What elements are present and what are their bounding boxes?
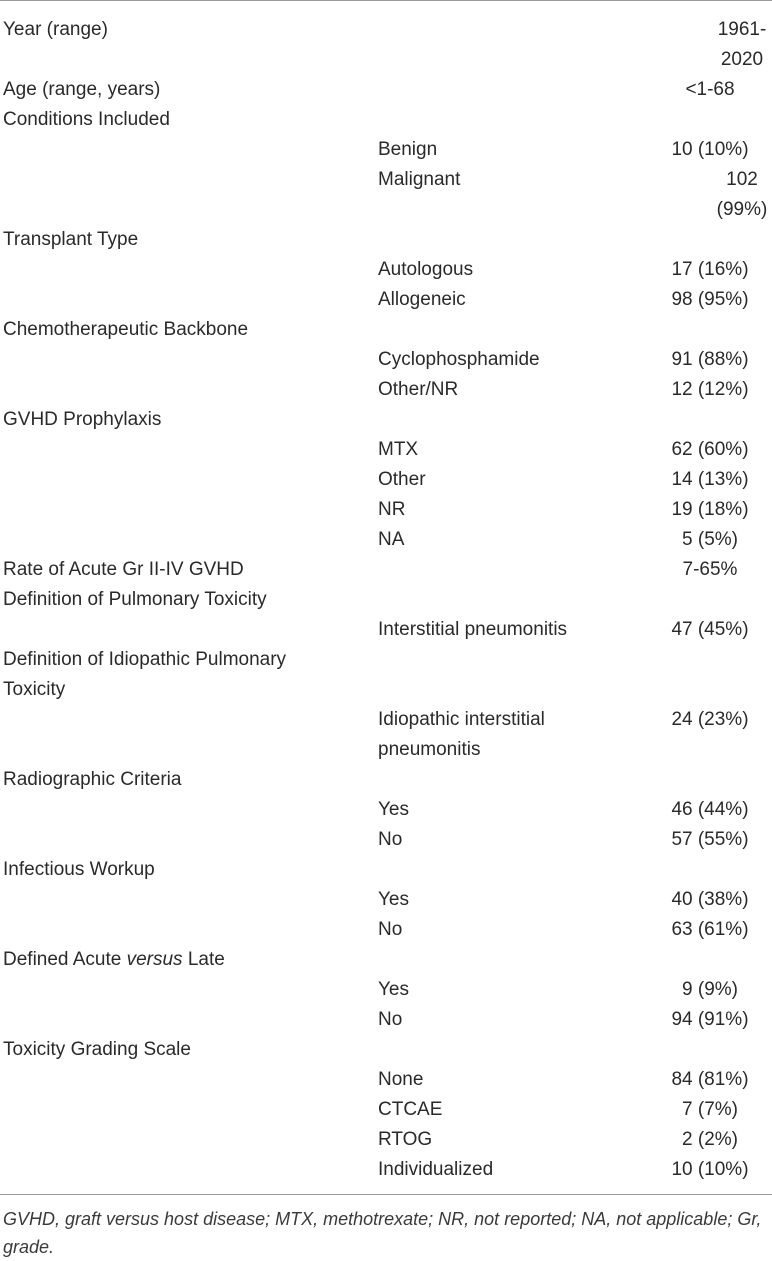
row-label: Definition of Pulmonary Toxicity [3, 589, 267, 610]
row-label: Transplant Type [3, 229, 139, 250]
row-label [0, 525, 378, 555]
row-label: Infectious Workup [3, 859, 155, 880]
table-row [0, 225, 772, 255]
table-row [0, 285, 772, 315]
row-label: Rate of Acute Gr II-IV GVHD [3, 559, 244, 580]
row-label [0, 795, 378, 825]
label-text-italic: versus [126, 949, 183, 970]
table-row [0, 165, 772, 225]
table-row [0, 765, 772, 795]
row-label [0, 135, 378, 165]
row-label: Toxicity Grading Scale [3, 1039, 191, 1060]
row-label [0, 1005, 378, 1035]
row-sublabel [378, 105, 638, 135]
row-label: Year (range) [3, 19, 108, 40]
table-row [0, 1035, 772, 1065]
row-sublabel: None [378, 1069, 424, 1090]
row-label: GVHD Prophylaxis [3, 409, 162, 430]
row-sublabel: Interstitial pneumonitis [378, 619, 568, 640]
label-text: Defined Acute [3, 949, 127, 970]
table-row [0, 885, 772, 915]
row-sublabel [378, 945, 638, 975]
table-footnote: GVHD, graft versus host disease; MTX, methotrexate; NR, not reported; NA, not applicable; Gr, grade. [3, 1209, 762, 1257]
table-row [0, 1095, 772, 1125]
table-row [0, 1155, 772, 1185]
row-value [638, 315, 772, 345]
row-sublabel: Idiopathic interstitial pneumonitis [378, 709, 545, 760]
row-label [0, 375, 378, 405]
table-row [0, 945, 772, 975]
row-value: 91 (88%) [671, 349, 749, 370]
row-sublabel: CTCAE [378, 1099, 443, 1120]
row-value: 47 (45%) [671, 619, 749, 640]
row-sublabel [378, 315, 638, 345]
row-value [638, 585, 772, 615]
row-sublabel: RTOG [378, 1129, 433, 1150]
row-value [638, 405, 772, 435]
table-row [0, 495, 772, 525]
row-sublabel [378, 555, 638, 585]
row-value: 5 (5%) [682, 529, 738, 550]
row-value: 102 (99%) [716, 169, 768, 220]
row-sublabel: No [378, 1009, 403, 1030]
row-value [638, 945, 772, 975]
table-row [0, 1125, 772, 1155]
row-value: 57 (55%) [671, 829, 749, 850]
row-value: 94 (91%) [671, 1009, 749, 1030]
row-label [0, 615, 378, 645]
row-value: 63 (61%) [671, 919, 749, 940]
table-row [0, 705, 772, 765]
row-label [0, 255, 378, 285]
row-label: Age (range, years) [3, 79, 161, 100]
table-row [0, 135, 772, 165]
row-value [638, 855, 772, 885]
row-value [638, 225, 772, 255]
row-value [638, 105, 772, 135]
table-row [0, 915, 772, 945]
row-sublabel: MTX [378, 439, 419, 460]
row-label [0, 915, 378, 945]
row-sublabel: Autologous [378, 259, 474, 280]
row-sublabel: Yes [378, 889, 409, 910]
row-value: 7 (7%) [682, 1099, 738, 1120]
row-sublabel: Malignant [378, 169, 461, 190]
row-sublabel [330, 645, 638, 705]
row-value: 14 (13%) [671, 469, 749, 490]
row-label [0, 435, 378, 465]
row-label [0, 1095, 378, 1125]
bottom-rule [0, 1194, 772, 1195]
row-label [0, 465, 378, 495]
row-label: Chemotherapeutic Backbone [3, 319, 249, 340]
table-row [0, 255, 772, 285]
row-sublabel: No [378, 829, 403, 850]
row-label [0, 945, 378, 975]
top-rule [0, 0, 772, 1]
row-label [0, 1155, 378, 1185]
row-label [0, 345, 378, 375]
row-value [638, 1035, 772, 1065]
table-row [0, 795, 772, 825]
row-value: 17 (16%) [671, 259, 749, 280]
row-sublabel: Allogeneic [378, 289, 466, 310]
row-value: 46 (44%) [671, 799, 749, 820]
row-sublabel: Individualized [378, 1159, 494, 1180]
table-row [0, 855, 772, 885]
table-row [0, 585, 772, 615]
table-body [0, 15, 772, 1185]
table-row [0, 15, 772, 75]
row-sublabel [378, 855, 638, 885]
table-row [0, 825, 772, 855]
row-sublabel: NR [378, 499, 406, 520]
table-row [0, 75, 772, 105]
row-sublabel [378, 765, 638, 795]
table-row [0, 645, 772, 705]
table-row [0, 465, 772, 495]
row-label [0, 285, 378, 315]
row-sublabel [378, 585, 638, 615]
row-value: 40 (38%) [671, 889, 749, 910]
row-sublabel: No [378, 919, 403, 940]
row-sublabel: Yes [378, 979, 409, 1000]
row-value: 10 (10%) [671, 139, 749, 160]
row-value: 98 (95%) [671, 289, 749, 310]
table-row [0, 1005, 772, 1035]
table-row [0, 345, 772, 375]
row-sublabel [378, 15, 638, 75]
row-sublabel: Other/NR [378, 379, 459, 400]
table-row [0, 975, 772, 1005]
row-sublabel [378, 225, 638, 255]
row-value: 7-65% [682, 559, 738, 580]
row-label [0, 885, 378, 915]
row-label [0, 1125, 378, 1155]
table-row [0, 555, 772, 585]
row-label [0, 705, 378, 765]
row-value: 84 (81%) [671, 1069, 749, 1090]
table-row [0, 405, 772, 435]
row-value: 2 (2%) [682, 1129, 738, 1150]
row-value: 9 (9%) [682, 979, 738, 1000]
table-row [0, 315, 772, 345]
row-value: 62 (60%) [671, 439, 749, 460]
row-label [0, 165, 378, 225]
row-sublabel: NA [378, 529, 405, 550]
table-row [0, 375, 772, 405]
row-label [0, 495, 378, 525]
row-sublabel [378, 405, 638, 435]
row-sublabel [378, 1035, 638, 1065]
row-label: Conditions Included [3, 109, 170, 130]
row-label: Radiographic Criteria [3, 769, 182, 790]
row-value: 24 (23%) [671, 709, 749, 730]
row-sublabel: Cyclophosphamide [378, 349, 540, 370]
row-value: <1-68 [685, 79, 735, 100]
row-sublabel [378, 75, 638, 105]
table-row [0, 525, 772, 555]
row-sublabel: Other [378, 469, 426, 490]
row-label: Definition of Idiopathic Pulmonary Toxicity [3, 649, 287, 700]
row-label [0, 975, 378, 1005]
row-value: 1961- 2020 [717, 19, 767, 70]
row-value: 10 (10%) [671, 1159, 749, 1180]
table-row [0, 1065, 772, 1095]
table-row [0, 105, 772, 135]
row-value: 12 (12%) [671, 379, 749, 400]
row-value: 19 (18%) [671, 499, 749, 520]
row-sublabel: Yes [378, 799, 409, 820]
row-label [0, 1065, 378, 1095]
row-label [0, 825, 378, 855]
row-value [638, 645, 772, 705]
table-row [0, 615, 772, 645]
row-sublabel: Benign [378, 139, 438, 160]
table-row [0, 435, 772, 465]
row-value [638, 765, 772, 795]
label-text: Late [182, 949, 225, 970]
